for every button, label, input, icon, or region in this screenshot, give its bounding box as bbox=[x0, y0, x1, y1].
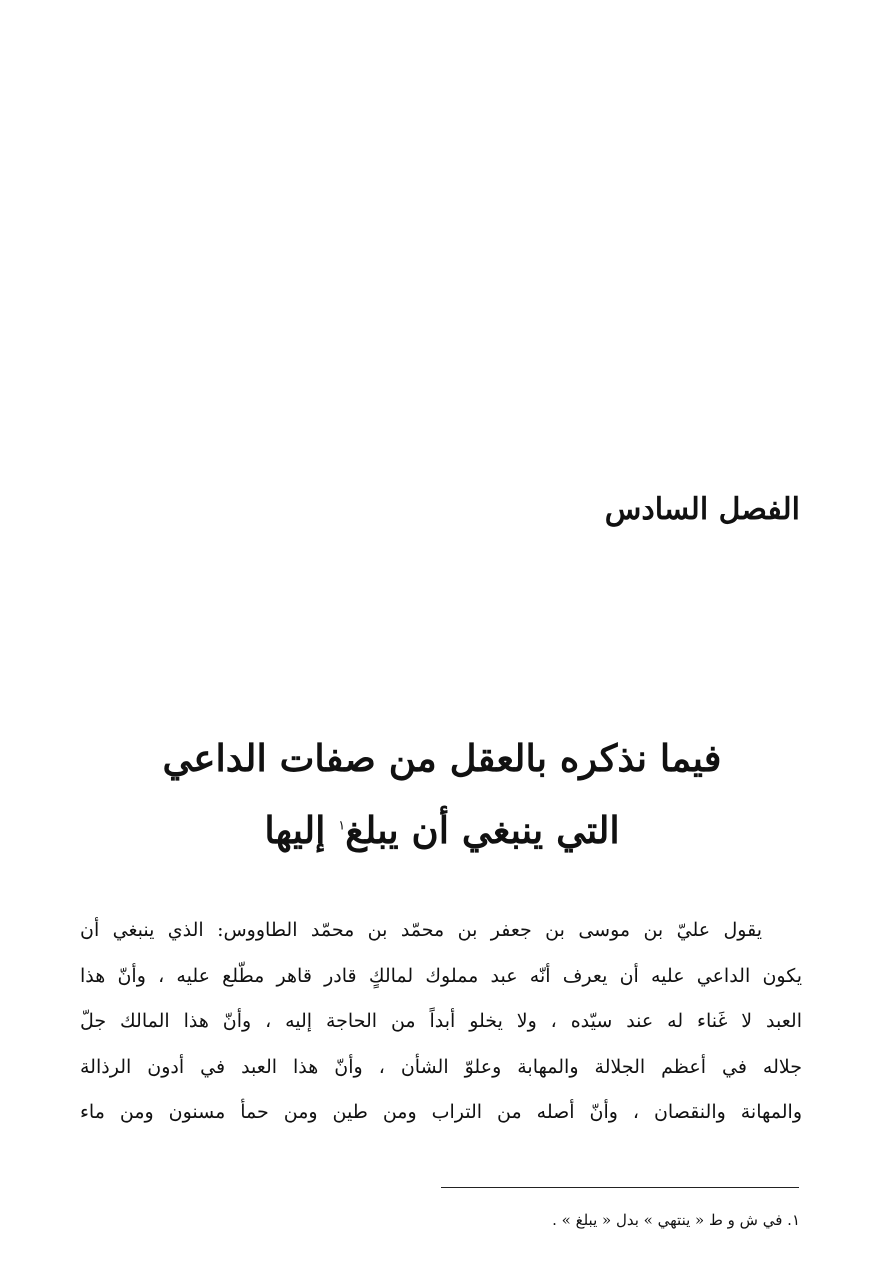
footnote-marker: ١ bbox=[338, 818, 346, 834]
body-line: يكون الداعي عليه أن يعرف أنّه عبد مملوك لمالكٍ قادر قاهر مطّلع عليه ، وأنّ هذا bbox=[80, 964, 802, 987]
footnote-divider bbox=[441, 1187, 799, 1188]
chapter-label: الفصل السادس bbox=[604, 492, 800, 527]
chapter-title-line-2-text: التي ينبغي أن يبلغ bbox=[345, 808, 620, 852]
body-line: العبد لا غَناء له عند سيّده ، ولا يخلو أبداً من الحاجة إليه ، وأنّ هذا المالك جلّ bbox=[80, 1010, 802, 1032]
footnote-text: ١. في ش و ط « ينتهي » بدل « يبلغ » . bbox=[552, 1211, 800, 1229]
body-line: والمهانة والنقصان ، وأنّ أصله من التراب ومن طين ومن حمأ مسنون ومن ماء bbox=[80, 1101, 802, 1123]
body-line: يقول عليّ بن موسى بن جعفر بن محمّد بن محمّد الطاووس: الذي ينبغي أن bbox=[80, 919, 762, 941]
chapter-title-line-1: فيما نذكره بالعقل من صفات الداعي bbox=[162, 736, 722, 780]
body-paragraph bbox=[80, 908, 802, 1136]
body-line: جلاله في أعظم الجلالة والمهابة وعلوّ الشأن ، وأنّ هذا العبد في أدون الرذالة bbox=[80, 1055, 802, 1078]
chapter-title-line-2 bbox=[130, 794, 754, 866]
chapter-title bbox=[130, 722, 754, 866]
chapter-title-line-2-end: إليها bbox=[264, 808, 339, 852]
